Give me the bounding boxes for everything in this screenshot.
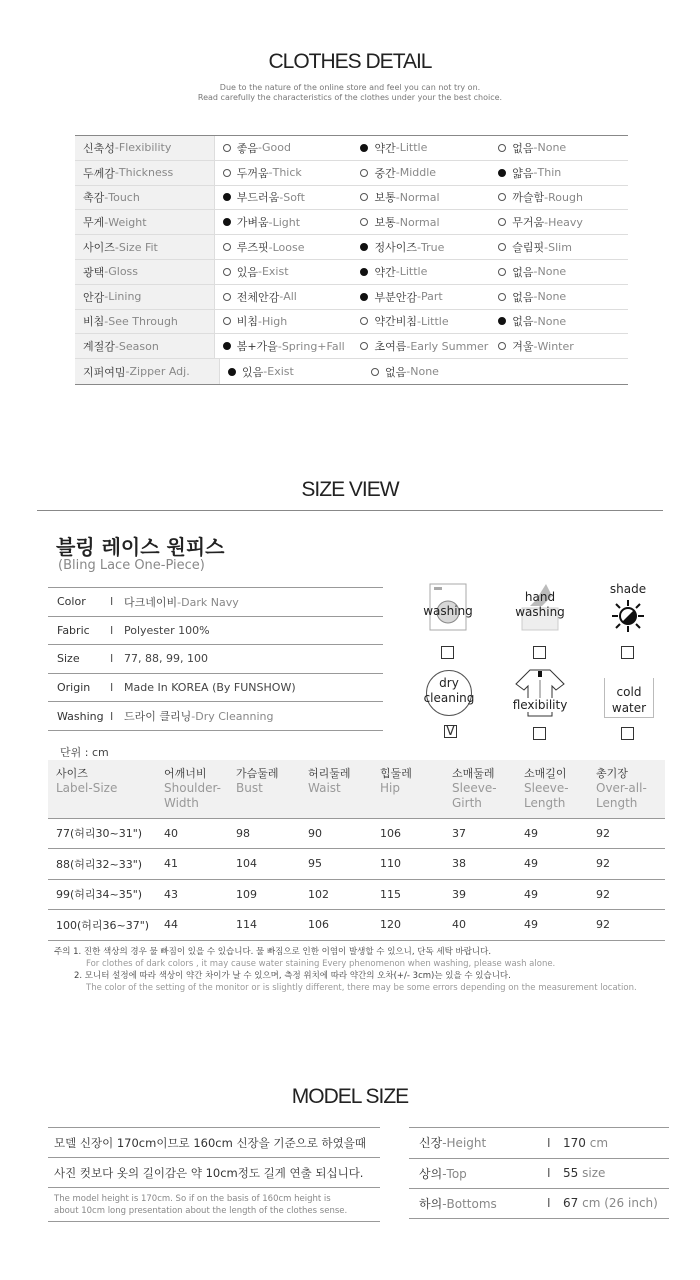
clothes-detail-title: CLOTHES DETAIL (268, 50, 432, 73)
size-cell: 49 (516, 879, 588, 910)
divider (37, 510, 663, 511)
empty-circle-icon (223, 317, 231, 325)
info-label: Origin (57, 681, 91, 695)
product-info-table (48, 587, 383, 731)
clothes-detail-table (75, 135, 628, 385)
size-cell: 115 (372, 879, 444, 910)
detail-option[interactable]: 겨울 - Winter (490, 338, 628, 354)
info-value: 드라이 클리닝-Dry Cleanning (124, 710, 274, 724)
detail-row (75, 260, 628, 285)
info-value: 77, 88, 99, 100 (124, 652, 208, 666)
detail-option[interactable]: 약간 - Little (352, 140, 490, 156)
size-cell: 109 (228, 879, 300, 910)
empty-circle-icon (498, 193, 506, 201)
size-cell: 39 (444, 879, 516, 910)
detail-option[interactable]: 무거움 - Heavy (490, 214, 628, 230)
table-row (48, 818, 665, 849)
size-table (48, 760, 665, 941)
size-cell: 44 (156, 910, 228, 941)
detail-row (75, 210, 628, 235)
table-row (48, 849, 665, 880)
detail-option[interactable]: 까슬함 - Rough (490, 189, 628, 205)
detail-option[interactable]: 없음 - None (490, 140, 628, 156)
detail-row (75, 136, 628, 161)
empty-circle-icon (498, 243, 506, 251)
info-row: Size I 77, 88, 99, 100 (48, 645, 383, 674)
detail-option[interactable]: 없음 - None (490, 313, 628, 329)
size-cell: 43 (156, 879, 228, 910)
washing-care (418, 582, 478, 638)
empty-circle-icon (498, 218, 506, 226)
detail-option[interactable]: 있음 - Exist (215, 264, 353, 280)
empty-circle-icon (223, 169, 231, 177)
detail-subtitle-2: Read carefully the characteristics of the clothes under your the best choice. (197, 93, 503, 102)
info-label: Fabric (57, 623, 90, 637)
model-size-title: MODEL SIZE (291, 1085, 409, 1108)
table-row (48, 910, 665, 941)
detail-option[interactable]: 두꺼움 - Thick (215, 165, 353, 181)
hand-washing-icon: hand washing (512, 582, 568, 638)
detail-row-label: 안감 - Lining (75, 285, 215, 309)
empty-circle-icon (498, 144, 506, 152)
size-header-cell: 가슴둘레 Bust (228, 760, 300, 818)
filled-circle-icon (228, 368, 236, 376)
filled-circle-icon (223, 218, 231, 226)
detail-option[interactable]: 얇음 - Thin (490, 165, 628, 181)
size-cell: 90 (300, 818, 372, 849)
detail-option[interactable]: 없음 - None (490, 264, 628, 280)
info-value: Made In KOREA (By FUNSHOW) (124, 681, 296, 695)
filled-circle-icon (360, 268, 368, 276)
table-row (48, 879, 665, 910)
size-cell: 49 (516, 818, 588, 849)
filled-circle-icon (360, 243, 368, 251)
detail-row-label: 비침 - See Through (75, 310, 215, 334)
model-size-row: 하의-Bottoms I 67 cm (26 inch) (409, 1188, 669, 1219)
detail-row-label: 신축성 - Flexibility (75, 136, 215, 160)
detail-option[interactable]: 정사이즈 - True (352, 239, 490, 255)
size-cell: 37 (444, 818, 516, 849)
detail-option[interactable]: 루즈핏 - Loose (215, 239, 353, 255)
detail-row-label: 지퍼여밈 - Zipper Adj. (75, 359, 220, 384)
washing-checkbox[interactable] (441, 646, 454, 659)
dry-cleaning-checkbox[interactable]: V (444, 725, 457, 738)
info-label: Size (57, 652, 80, 666)
size-cell: 106 (372, 818, 444, 849)
detail-option[interactable]: 없음 - None (363, 364, 506, 380)
detail-option[interactable]: 부드러움 - Soft (215, 189, 353, 205)
detail-option[interactable]: 보통 - Normal (352, 189, 490, 205)
filled-circle-icon (223, 342, 231, 350)
detail-option[interactable]: 초여름 - Early Summer (352, 338, 490, 354)
detail-row (75, 334, 628, 359)
detail-row-label: 계절감 - Season (75, 334, 215, 358)
filled-circle-icon (498, 169, 506, 177)
flexibility-checkbox[interactable] (533, 727, 546, 740)
empty-circle-icon (360, 193, 368, 201)
shirt-icon: flexibility (512, 668, 568, 724)
size-view-title: SIZE VIEW (301, 478, 399, 501)
size-cell: 77(허리30~31") (48, 818, 156, 849)
size-header-cell: 허리둘레 Waist (300, 760, 372, 818)
detail-row-label: 촉감 - Touch (75, 186, 215, 210)
size-header-cell: 어깨너비 Shoulder- Width (156, 760, 228, 818)
detail-row (75, 359, 628, 384)
size-cell: 40 (156, 818, 228, 849)
detail-option[interactable]: 슬림핏 - Slim (490, 239, 628, 255)
size-cell: 102 (300, 879, 372, 910)
detail-row-label: 광택 - Gloss (75, 260, 215, 284)
size-cell: 92 (588, 849, 665, 880)
size-cell: 92 (588, 818, 665, 849)
size-cell: 88(허리32~33") (48, 849, 156, 880)
washing-machine-icon: washing (420, 582, 476, 638)
size-cell: 49 (516, 849, 588, 880)
shade-sun-icon: shade (600, 582, 656, 638)
size-cell: 110 (372, 849, 444, 880)
detail-row-label: 두께감 - Thickness (75, 161, 215, 185)
size-header-cell: 힙둘레 Hip (372, 760, 444, 818)
detail-option[interactable]: 비침 - High (215, 313, 353, 329)
detail-option[interactable]: 봄+가을 - Spring+Fall (215, 338, 353, 354)
hand-washing-checkbox[interactable] (533, 646, 546, 659)
size-cell: 38 (444, 849, 516, 880)
shade-checkbox[interactable] (621, 646, 634, 659)
detail-row (75, 161, 628, 186)
size-cell: 100(허리36~37") (48, 910, 156, 941)
detail-row (75, 235, 628, 260)
hand-washing-care (510, 582, 570, 638)
detail-row-label: 사이즈 - Size Fit (75, 235, 215, 259)
detail-row (75, 310, 628, 335)
info-label: Washing (57, 709, 104, 723)
size-cell: 40 (444, 910, 516, 941)
size-header-cell: 사이즈 Label-Size (48, 760, 156, 818)
empty-circle-icon (223, 293, 231, 301)
size-cell: 104 (228, 849, 300, 880)
filled-circle-icon (360, 293, 368, 301)
info-row: Washing I 드라이 클리닝-Dry Cleanning (48, 702, 383, 731)
detail-row-label: 무게 - Weight (75, 210, 215, 234)
info-row: Fabric I Polyester 100% (48, 617, 383, 646)
model-size-row: 상의-Top I 55 size (409, 1158, 669, 1189)
size-cell: 95 (300, 849, 372, 880)
empty-circle-icon (360, 218, 368, 226)
detail-option[interactable]: 약간비침 - Little (352, 313, 490, 329)
size-cell: 92 (588, 910, 665, 941)
detail-row (75, 186, 628, 211)
empty-circle-icon (498, 342, 506, 350)
product-name-english: (Bling Lace One-Piece) (58, 558, 205, 573)
size-cell: 92 (588, 879, 665, 910)
detail-option[interactable]: 약간 - Little (352, 264, 490, 280)
info-value: Polyester 100% (124, 623, 210, 637)
info-row: Origin I Made In KOREA (By FUNSHOW) (48, 674, 383, 703)
size-header-cell: 총기장 Over-all- Length (588, 760, 665, 818)
cold-water-icon: cold water (600, 668, 656, 724)
size-cell: 98 (228, 818, 300, 849)
model-size-value: 170 cm (563, 1135, 609, 1150)
detail-option[interactable]: 전체안감 - All (215, 289, 353, 305)
detail-option[interactable]: 없음 - None (490, 289, 628, 305)
size-header-cell: 소매길이 Sleeve- Length (516, 760, 588, 818)
filled-circle-icon (360, 144, 368, 152)
empty-circle-icon (360, 317, 368, 325)
info-label: Color (57, 595, 86, 609)
detail-option[interactable]: 가벼움 - Light (215, 214, 353, 230)
detail-option[interactable]: 좋음 - Good (215, 140, 353, 156)
detail-option[interactable]: 있음 - Exist (220, 364, 363, 380)
detail-option[interactable]: 부분안감 - Part (352, 289, 490, 305)
filled-circle-icon (223, 193, 231, 201)
empty-circle-icon (223, 243, 231, 251)
empty-circle-icon (498, 268, 506, 276)
info-row: Color I 다크네이비-Dark Navy (48, 588, 383, 617)
detail-option[interactable]: 보통 - Normal (352, 214, 490, 230)
size-notes: 주의 1. 진한 색상의 경우 물 빠짐이 있을 수 있습니다. 물 빠짐으로 인한 이염이 발생할 수 있으니, 단독 세탁 바랍니다. For clothes of dark colors , it may cause water staining Every phenomenon when washing, please wash alone. 2. 모니터 설정에 따라 색상이 약간 차이가 날 수 있으며, 측정 위치에 따라 약간의 오차(+/- 3cm)는 있을 수 있습니다. The color of the setting of the monitor or is slightly different, there may be some errors depending on the measurement location. (54, 947, 637, 993)
size-cell: 41 (156, 849, 228, 880)
filled-circle-icon (498, 317, 506, 325)
detail-subtitle-1: Due to the nature of the online store and feel you can not try on. (219, 83, 481, 92)
dry-cleaning-care (418, 668, 478, 739)
empty-circle-icon (223, 268, 231, 276)
size-cell: 114 (228, 910, 300, 941)
model-size-value: 55 size (563, 1166, 606, 1181)
empty-circle-icon (360, 169, 368, 177)
model-size-row: 신장-Height I 170 cm (409, 1127, 669, 1158)
size-cell: 120 (372, 910, 444, 941)
info-value: 다크네이비-Dark Navy (124, 595, 239, 609)
size-header-cell: 소매둘레 Sleeve- Girth (444, 760, 516, 818)
size-table-header (48, 760, 665, 818)
empty-circle-icon (371, 368, 379, 376)
empty-circle-icon (223, 144, 231, 152)
model-size-value: 67 cm (26 inch) (563, 1196, 658, 1211)
detail-row (75, 285, 628, 310)
shade-care (598, 582, 658, 638)
empty-circle-icon (360, 342, 368, 350)
size-cell: 99(허리34~35") (48, 879, 156, 910)
flexibility-care (510, 668, 570, 724)
cold-water-checkbox[interactable] (621, 727, 634, 740)
empty-circle-icon (498, 293, 506, 301)
model-description: 모델 신장이 170cm이므로 160cm 신장을 기준으로 하였을때 사진 컷보다 옷의 길이감은 약 10cm정도 길게 연출 되십니다. The model height is 170cm. So if on the basis of 160cm height is about 10cm long presentation about the length of the clothes sense. (48, 1127, 380, 1222)
size-cell: 49 (516, 910, 588, 941)
detail-option[interactable]: 중간 - Middle (352, 165, 490, 181)
model-size-table (409, 1127, 669, 1219)
cold-water-care (598, 668, 658, 724)
product-name: 블링 레이스 원피스 (56, 535, 225, 559)
dry-cleaning-circle-icon: dry cleaning (420, 668, 476, 724)
unit-label: 단위 : cm (60, 746, 109, 759)
size-cell: 106 (300, 910, 372, 941)
